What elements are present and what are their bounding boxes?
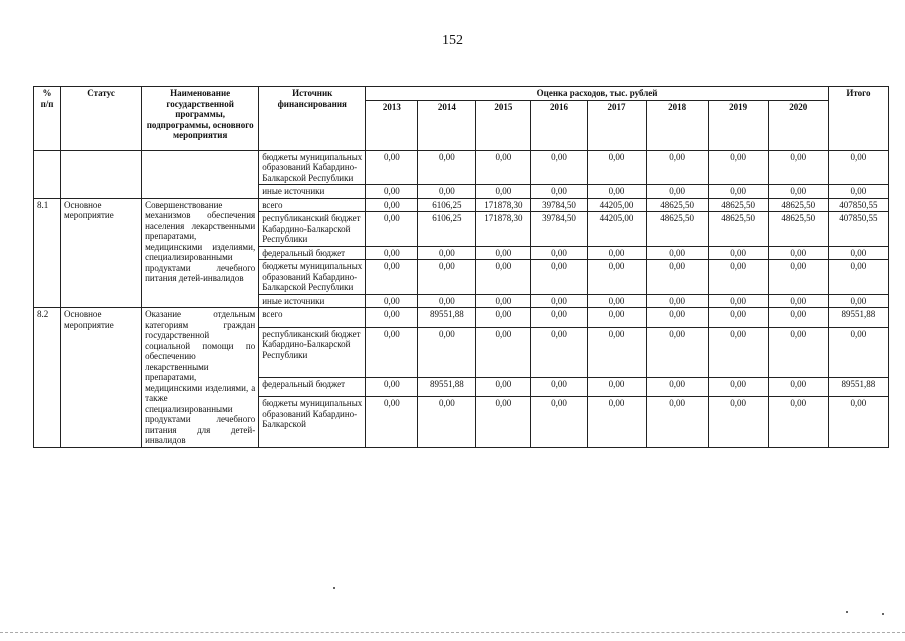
value-cell: 48625,50 (646, 212, 708, 247)
value-cell: 0,00 (476, 308, 531, 328)
value-cell: 44205,00 (587, 198, 646, 212)
year-header: 2017 (587, 100, 646, 150)
value-cell: 0,00 (587, 260, 646, 295)
value-cell: 48625,50 (768, 212, 828, 247)
value-cell: 0,00 (366, 397, 418, 447)
value-cell: 0,00 (768, 246, 828, 260)
total-cell: 407850,55 (828, 198, 888, 212)
col-estimate-header: Оценка расходов, тыс. рублей (366, 87, 829, 101)
value-cell: 0,00 (418, 260, 476, 295)
value-cell: 0,00 (646, 308, 708, 328)
value-cell: 0,00 (587, 377, 646, 397)
budget-table (33, 86, 889, 448)
year-header: 2014 (418, 100, 476, 150)
value-cell: 0,00 (476, 246, 531, 260)
value-cell: 0,00 (418, 294, 476, 308)
value-cell: 0,00 (476, 185, 531, 199)
value-cell: 0,00 (768, 185, 828, 199)
total-cell: 0,00 (828, 327, 888, 377)
num-cell: 8.1 (34, 198, 61, 308)
value-cell: 0,00 (531, 185, 587, 199)
col-name-header: Наименование государственной программы, подпрограммы, основного мероприятия (142, 87, 259, 151)
year-header: 2020 (768, 100, 828, 150)
value-cell: 0,00 (587, 397, 646, 447)
value-cell: 0,00 (418, 397, 476, 447)
total-cell: 89551,88 (828, 377, 888, 397)
total-cell: 89551,88 (828, 308, 888, 328)
total-cell: 0,00 (828, 260, 888, 295)
source-cell: республиканский бюджет Кабардино-Балкарской Республики (259, 327, 366, 377)
value-cell: 0,00 (366, 294, 418, 308)
source-cell: бюджеты муниципальных образований Кабардино-Балкарской Республики (259, 260, 366, 295)
year-header: 2016 (531, 100, 587, 150)
value-cell: 0,00 (366, 212, 418, 247)
source-cell: иные источники (259, 185, 366, 199)
value-cell: 0,00 (476, 377, 531, 397)
value-cell: 0,00 (587, 308, 646, 328)
value-cell: 0,00 (531, 327, 587, 377)
value-cell: 89551,88 (418, 377, 476, 397)
value-cell: 0,00 (646, 397, 708, 447)
value-cell: 48625,50 (646, 198, 708, 212)
value-cell: 0,00 (587, 246, 646, 260)
value-cell: 0,00 (646, 260, 708, 295)
value-cell: 0,00 (531, 377, 587, 397)
value-cell: 0,00 (476, 397, 531, 447)
value-cell: 39784,50 (531, 212, 587, 247)
value-cell: 6106,25 (418, 212, 476, 247)
name-cell (142, 150, 259, 198)
table-row (34, 198, 889, 212)
total-cell: 0,00 (828, 397, 888, 447)
total-cell: 0,00 (828, 150, 888, 185)
value-cell: 0,00 (768, 260, 828, 295)
value-cell: 0,00 (708, 185, 768, 199)
col-num-header: % п/п (34, 87, 61, 151)
year-header: 2015 (476, 100, 531, 150)
value-cell: 0,00 (366, 150, 418, 185)
value-cell: 0,00 (587, 150, 646, 185)
value-cell: 0,00 (418, 185, 476, 199)
value-cell: 0,00 (366, 377, 418, 397)
value-cell: 0,00 (476, 327, 531, 377)
scan-speck (882, 613, 884, 615)
scan-speck (333, 587, 335, 589)
col-status-header: Статус (61, 87, 142, 151)
value-cell: 0,00 (646, 377, 708, 397)
value-cell: 0,00 (418, 150, 476, 185)
name-cell: Оказание отдельным категориям граждан государственной социальной помощи по обеспечению лекарственными препаратами, медицинскими изделиями, а также специализированными продуктами лечебного питания для детей-инвалидов (142, 308, 259, 448)
value-cell: 0,00 (768, 308, 828, 328)
source-cell: иные источники (259, 294, 366, 308)
num-cell: 8.2 (34, 308, 61, 448)
value-cell: 0,00 (708, 327, 768, 377)
value-cell: 0,00 (587, 327, 646, 377)
value-cell: 0,00 (646, 327, 708, 377)
scan-speck (846, 611, 848, 613)
table-row (34, 308, 889, 328)
value-cell: 0,00 (768, 150, 828, 185)
source-cell: федеральный бюджет (259, 246, 366, 260)
source-cell: бюджеты муниципальных образований Кабардино-Балкарской Республики (259, 150, 366, 185)
value-cell: 0,00 (476, 260, 531, 295)
value-cell: 0,00 (531, 246, 587, 260)
status-cell: Основное мероприятие (61, 308, 142, 448)
value-cell: 0,00 (366, 246, 418, 260)
value-cell: 0,00 (646, 150, 708, 185)
value-cell: 0,00 (531, 294, 587, 308)
value-cell: 0,00 (531, 260, 587, 295)
value-cell: 0,00 (366, 327, 418, 377)
value-cell: 171878,30 (476, 212, 531, 247)
value-cell: 0,00 (708, 397, 768, 447)
value-cell: 0,00 (476, 294, 531, 308)
year-header: 2019 (708, 100, 768, 150)
total-cell: 0,00 (828, 246, 888, 260)
value-cell: 0,00 (531, 397, 587, 447)
table-row (34, 150, 889, 185)
col-source-header: Источник финансирования (259, 87, 366, 151)
source-cell: федеральный бюджет (259, 377, 366, 397)
value-cell: 0,00 (646, 185, 708, 199)
value-cell: 0,00 (646, 246, 708, 260)
value-cell: 0,00 (531, 308, 587, 328)
value-cell: 0,00 (366, 260, 418, 295)
value-cell: 0,00 (768, 377, 828, 397)
total-cell: 407850,55 (828, 212, 888, 247)
value-cell: 0,00 (418, 327, 476, 377)
source-cell: бюджеты муниципальных образований Кабардино-Балкарской (259, 397, 366, 447)
value-cell: 0,00 (708, 246, 768, 260)
total-cell: 0,00 (828, 185, 888, 199)
value-cell: 0,00 (366, 185, 418, 199)
source-cell: всего (259, 308, 366, 328)
name-cell: Совершенствование механизмов обеспечения населения лекарственными препаратами, медицинскими изделиями, специализированными продуктами лечебного питания детей-инвалидов (142, 198, 259, 308)
page-number: 152 (442, 33, 463, 48)
value-cell: 39784,50 (531, 198, 587, 212)
col-total-header: Итого (828, 87, 888, 151)
source-cell: республиканский бюджет Кабардино-Балкарской Республики (259, 212, 366, 247)
value-cell: 0,00 (768, 327, 828, 377)
header-row-1 (34, 87, 889, 101)
value-cell: 171878,30 (476, 198, 531, 212)
value-cell: 0,00 (708, 308, 768, 328)
value-cell: 0,00 (768, 397, 828, 447)
value-cell: 6106,25 (418, 198, 476, 212)
status-cell: Основное мероприятие (61, 198, 142, 308)
value-cell: 0,00 (646, 294, 708, 308)
value-cell: 0,00 (366, 308, 418, 328)
value-cell: 0,00 (708, 150, 768, 185)
value-cell: 48625,50 (768, 198, 828, 212)
value-cell: 48625,50 (708, 212, 768, 247)
status-cell (61, 150, 142, 198)
value-cell: 0,00 (476, 150, 531, 185)
value-cell: 0,00 (708, 294, 768, 308)
year-header: 2018 (646, 100, 708, 150)
value-cell: 0,00 (708, 377, 768, 397)
value-cell: 0,00 (708, 260, 768, 295)
value-cell: 48625,50 (708, 198, 768, 212)
total-cell: 0,00 (828, 294, 888, 308)
value-cell: 0,00 (531, 150, 587, 185)
source-cell: всего (259, 198, 366, 212)
num-cell (34, 150, 61, 198)
year-header: 2013 (366, 100, 418, 150)
value-cell: 89551,88 (418, 308, 476, 328)
table-body (34, 150, 889, 447)
value-cell: 0,00 (587, 185, 646, 199)
value-cell: 0,00 (768, 294, 828, 308)
value-cell: 0,00 (587, 294, 646, 308)
value-cell: 44205,00 (587, 212, 646, 247)
value-cell: 0,00 (366, 198, 418, 212)
value-cell: 0,00 (418, 246, 476, 260)
